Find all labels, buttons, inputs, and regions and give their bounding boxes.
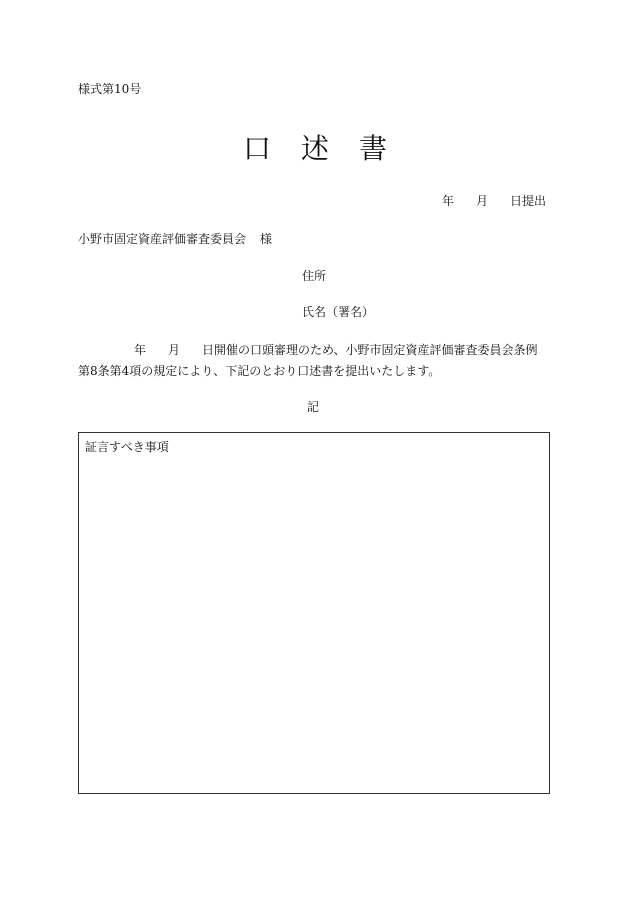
body-month-label: 月 [168, 343, 181, 357]
date-year-label: 年 [441, 194, 454, 208]
title-char-3: 書 [359, 132, 388, 165]
body-paragraph [78, 340, 548, 382]
addressee-name: 小野市固定資産評価審査委員会 [78, 232, 247, 246]
addressee-honorific: 様 [260, 232, 273, 246]
form-number: 様式第10号 [78, 82, 142, 96]
submission-date-line [442, 192, 546, 209]
body-year-label: 年 [134, 343, 147, 357]
testimony-box-label: 証言すべき事項 [85, 440, 169, 454]
title-char-2: 述 [300, 132, 329, 165]
title-char-1: 口 [242, 132, 271, 165]
date-day-submitted-label: 日提出 [509, 194, 546, 208]
testimony-box [78, 432, 550, 794]
date-month-label: 月 [475, 194, 488, 208]
addressee [78, 230, 272, 247]
name-signature-label: 氏名（署名） [302, 305, 375, 319]
ki-heading: 記 [307, 400, 320, 414]
body-text: 日開催の口頭審理のため、小野市固定資産評価審査委員会条例第8条第4項の規定により、下記のとおり口述書を提出いたします。 [78, 343, 538, 378]
address-label: 住所 [302, 269, 327, 283]
document-title [0, 127, 630, 167]
